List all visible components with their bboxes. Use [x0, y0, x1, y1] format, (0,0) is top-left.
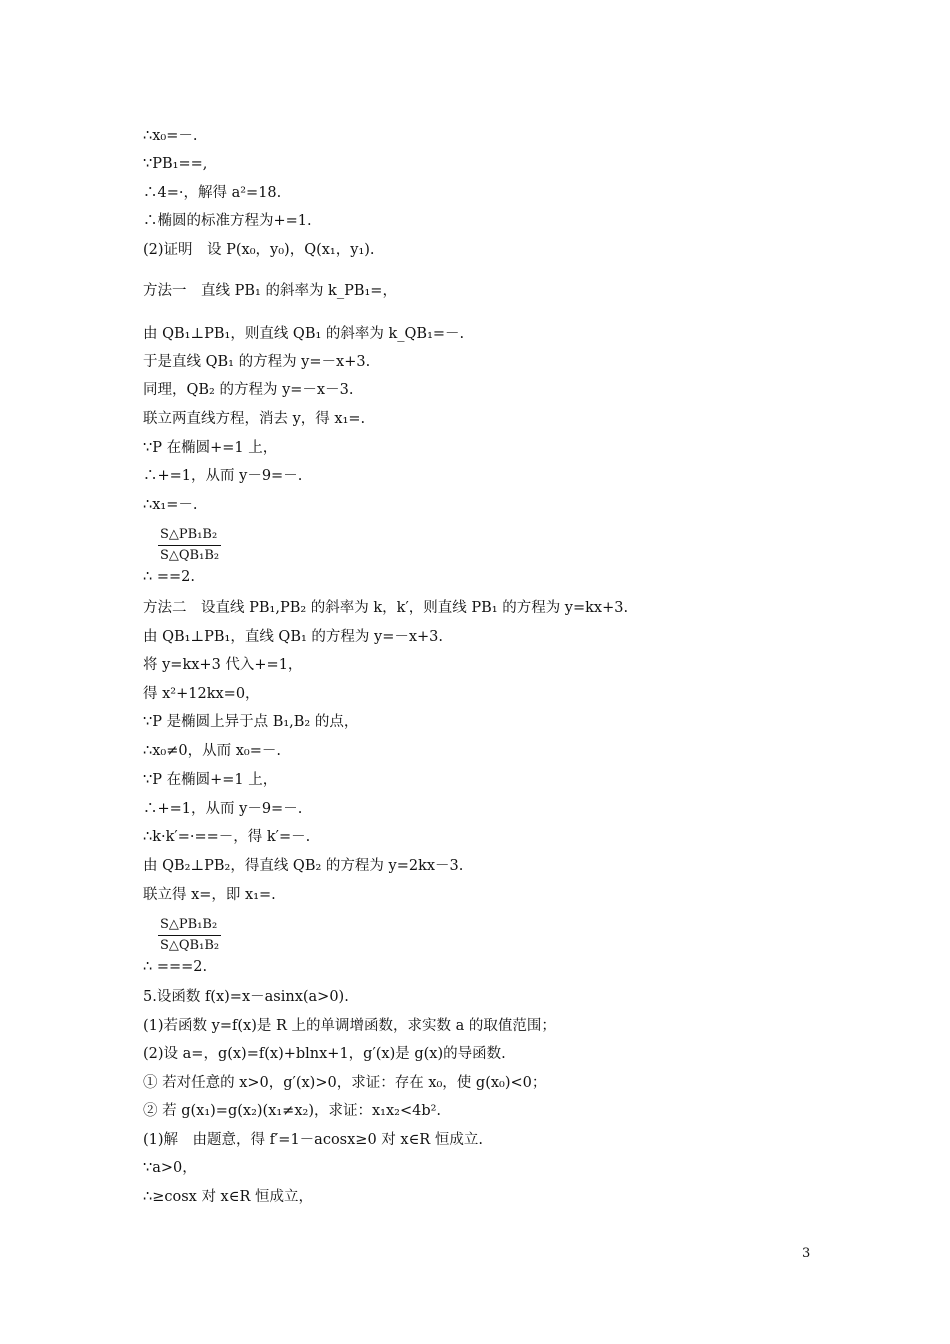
text-line: ∴+=1，从而 y－9=－.: [143, 801, 303, 817]
text-line: 方法二 设直线 PB₁,PB₂ 的斜率为 k，k′，则直线 PB₁ 的方程为 y=kx+3.: [143, 600, 629, 616]
text-line: (2)证明 设 P(x₀，y₀)，Q(x₁，y₁).: [143, 242, 375, 258]
area-ratio-fraction: [158, 527, 221, 564]
text-line: (1)若函数 y=f(x)是 R 上的单调增函数，求实数 a 的取值范围；: [143, 1018, 556, 1034]
text-line: ∴x₀=－.: [143, 128, 198, 144]
text-line: ∵P 是椭圆上异于点 B₁,B₂ 的点，: [143, 714, 359, 730]
text-line: 方法一 直线 PB₁ 的斜率为 k_PB₁=，: [143, 283, 397, 299]
problem-statement: 5.设函数 f(x)=x－asinx(a>0).: [143, 989, 349, 1005]
text-line: ∴x₀≠0，从而 x₀=－.: [143, 743, 281, 759]
text-line: ∴k·k′=·==－，得 k′=－.: [143, 829, 311, 845]
area-ratio-fraction: [158, 917, 221, 954]
text-line: 联立两直线方程，消去 y，得 x₁=.: [143, 411, 366, 427]
text-line: 同理，QB₂ 的方程为 y=－x－3.: [143, 382, 354, 398]
text-line: ∴椭圆的标准方程为+=1.: [143, 213, 312, 229]
text-line: 将 y=kx+3 代入+=1，: [143, 657, 303, 673]
text-line: 得 x²+12kx=0，: [143, 686, 260, 702]
text-line: ∴≥cosx 对 x∈R 恒成立，: [143, 1189, 313, 1205]
text-line: 于是直线 QB₁ 的方程为 y=－x+3.: [143, 354, 371, 370]
text-line: 联立得 x=，即 x₁=.: [143, 887, 276, 903]
page-number: 3: [802, 1246, 811, 1261]
text-line: ∵P 在椭圆+=1 上，: [143, 440, 278, 456]
text-line: ∵P 在椭圆+=1 上，: [143, 772, 278, 788]
text-line: ① 若对任意的 x>0，g′(x)>0，求证：存在 x₀，使 g(x₀)<0；: [143, 1075, 547, 1091]
text-line: ② 若 g(x₁)=g(x₂)(x₁≠x₂)，求证：x₁x₂<4b².: [143, 1103, 442, 1119]
fraction-numerator: S△PB₁B₂: [158, 917, 221, 936]
text-line: ∴x₁=－.: [143, 497, 198, 513]
fraction-denominator: S△QB₁B₂: [160, 548, 220, 563]
text-line: (2)设 a=，g(x)=f(x)+blnx+1，g′(x)是 g(x)的导函数.: [143, 1046, 506, 1062]
text-line: 由 QB₁⊥PB₁，直线 QB₁ 的方程为 y=－x+3.: [143, 629, 444, 645]
text-line: ∵a>0，: [143, 1160, 197, 1176]
text-line: 由 QB₁⊥PB₁，则直线 QB₁ 的斜率为 k_QB₁=－.: [143, 326, 465, 342]
text-line: 由 QB₂⊥PB₂，得直线 QB₂ 的方程为 y=2kx－3.: [143, 858, 464, 874]
text-line: (1)解 由题意，得 f′=1－acosx≥0 对 x∈R 恒成立.: [143, 1132, 483, 1148]
text-line: ∴4=·，解得 a²=18.: [143, 185, 282, 201]
fraction-numerator: S△PB₁B₂: [158, 527, 221, 546]
text-line: ∴ ===2.: [143, 959, 208, 975]
text-line: ∴ ==2.: [143, 569, 195, 585]
text-line: ∴+=1，从而 y－9=－.: [143, 468, 303, 484]
text-line: ∵PB₁==,: [143, 156, 208, 172]
fraction-denominator: S△QB₁B₂: [160, 938, 220, 953]
